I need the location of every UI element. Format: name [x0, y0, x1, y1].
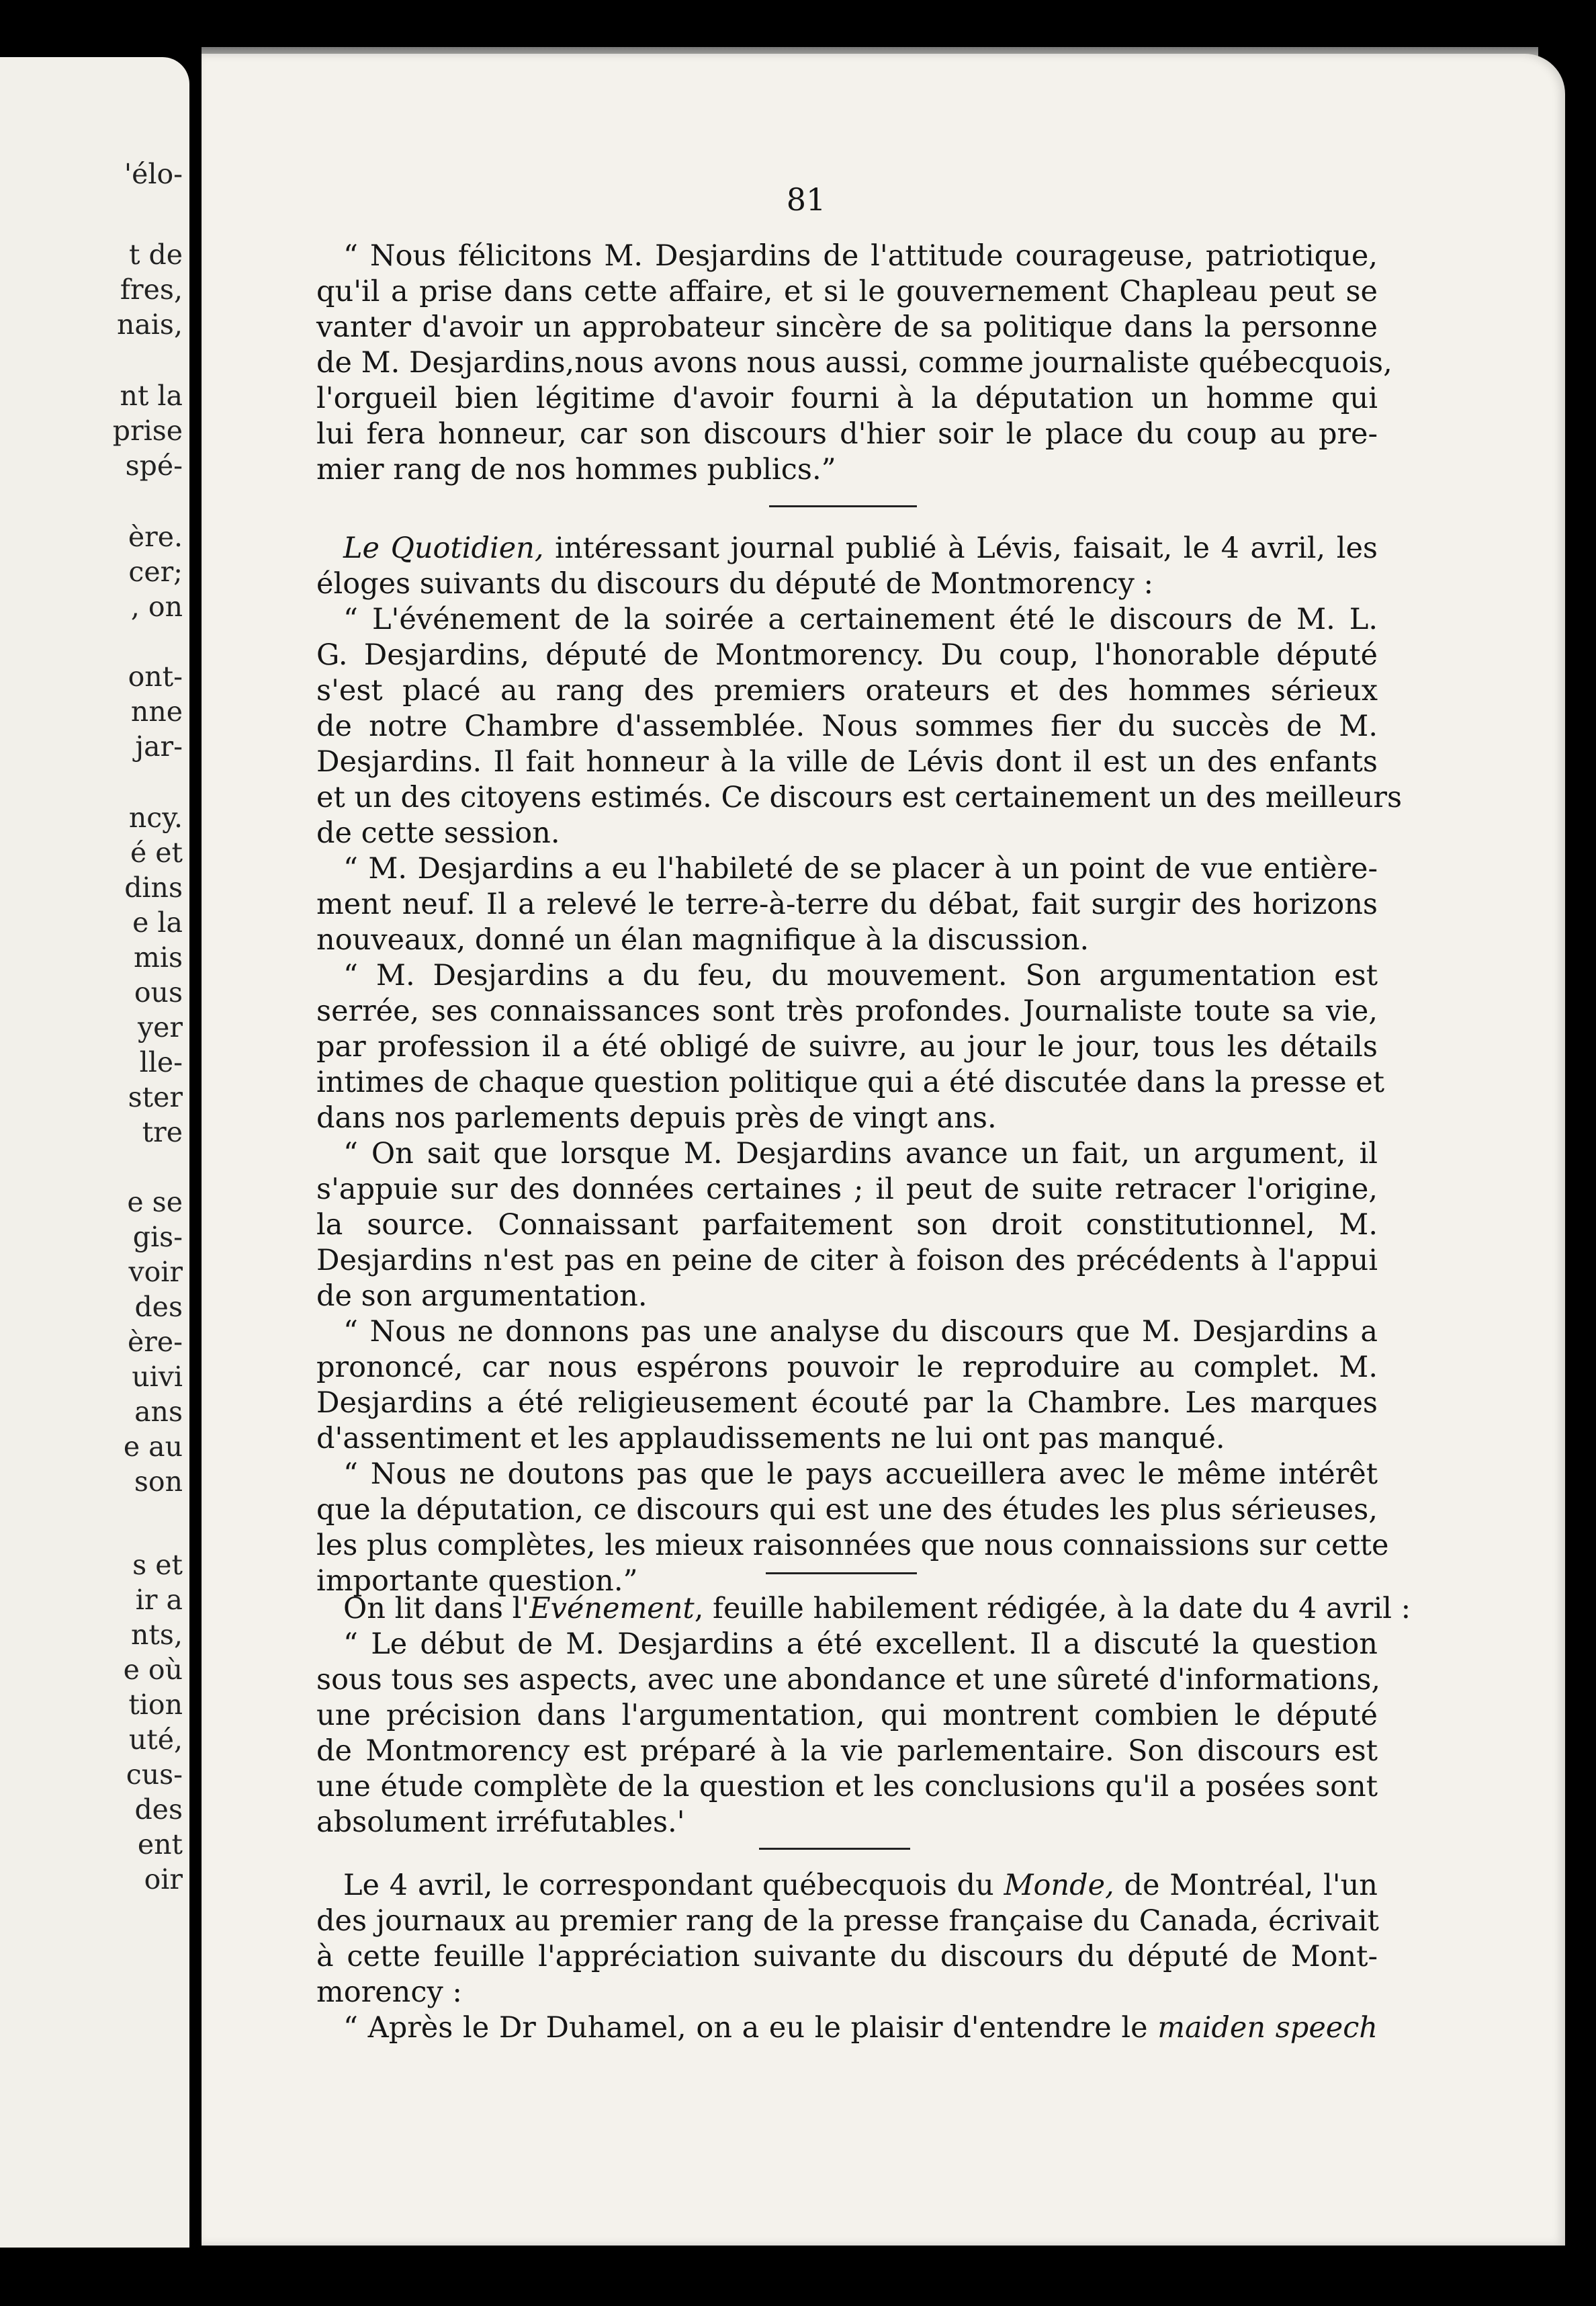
separator-rule-1 [769, 505, 917, 507]
left-page-text-fragment: nts, [131, 1619, 183, 1651]
block2-intro-text: intéressant journal publié à Lévis, faisait, le 4 avril, les [543, 531, 1378, 565]
maiden-speech-phrase: maiden speech [1157, 2011, 1378, 2045]
left-page-text-fragment: e au [123, 1430, 183, 1463]
block2-line: G. Desjardins, député de Montmorency. Du coup, l'honorable député [316, 638, 1378, 672]
block2-line: “ M. Desjardins a eu l'habileté de se placer à un point de vue entière- [343, 852, 1378, 886]
left-page-text-fragment: yer [137, 1011, 183, 1043]
block4-intro-a: Le 4 avril, le correspondant québecquois du [343, 1869, 1004, 1902]
block4-last-a: “ Après le Dr Duhamel, on a eu le plaisir d'entendre le [343, 2011, 1158, 2045]
block2-line: dans nos parlements depuis près de vingt ans. [316, 1101, 997, 1135]
block2-line: serrée, ses connaissances sont très profondes. Journaliste toute sa vie, [316, 994, 1378, 1028]
left-page-text-fragment: nne [130, 695, 183, 728]
newspaper-name-evenement: Evénement [529, 1592, 695, 1625]
block2-intro-line [316, 531, 1378, 566]
block3-intro-a: On lit dans l' [343, 1592, 530, 1625]
left-page-text-fragment: ir a [135, 1584, 183, 1616]
left-page-text-fragment: , on [130, 591, 183, 623]
left-page-text-fragment: ont- [128, 660, 183, 693]
left-page-text-fragment: prise [112, 415, 183, 447]
separator-rule-3 [759, 1848, 910, 1850]
block1-line: qu'il a prise dans cette affaire, et si le gouvernement Chapleau peut se [316, 275, 1378, 308]
left-page-text-fragment: nt la [120, 380, 183, 412]
left-page-text-fragment: jar- [135, 730, 183, 763]
left-page-text-fragment: uivi [132, 1361, 183, 1393]
block3-line: de Montmorency est préparé à la vie parlementaire. Son discours est [316, 1734, 1378, 1768]
quote-block-2 [316, 531, 1403, 1599]
left-page-text-fragment: ous [134, 976, 183, 1009]
left-page-text-fragment: ans [134, 1396, 183, 1428]
left-page-text-fragment: nais, [116, 308, 183, 341]
block2-line: s'appuie sur des données certaines ; il peut de suite retracer l'origine, [316, 1172, 1378, 1206]
block2-line: de notre Chambre d'assemblée. Nous sommes fier du succès de M. [316, 710, 1378, 743]
left-page-text-fragment: uté, [128, 1723, 183, 1756]
block2-line: que la députation, ce discours qui est une des études les plus sérieuses, [316, 1493, 1378, 1527]
block1-line: de M. Desjardins,nous avons nous aussi, comme journaliste québecquois, [316, 346, 1392, 380]
left-page-fragment [0, 57, 189, 2248]
newspaper-name-monde: Monde, [1004, 1869, 1114, 1902]
left-page-text-fragment: fres, [120, 273, 183, 306]
left-page-text-fragment: s et [132, 1549, 183, 1581]
left-page-text-fragment: é et [130, 837, 183, 869]
left-page-text-fragment: son [134, 1465, 183, 1498]
left-page-text-fragment: dins [124, 871, 183, 904]
left-page-text-fragment: ère- [128, 1326, 183, 1358]
block1-line: lui fera honneur, car son discours d'hier soir le place du coup au pre- [316, 417, 1378, 451]
block2-line: Desjardins n'est pas en peine de citer à foison des précédents à l'appui [316, 1244, 1378, 1277]
block2-line: “ M. Desjardins a du feu, du mouvement. Son argumentation est [343, 959, 1378, 992]
newspaper-name-quotidien: Le Quotidien, [343, 531, 544, 565]
left-page-text-fragment: t de [128, 239, 183, 271]
left-page-text-fragment: tion [128, 1689, 183, 1721]
left-page-text-fragment: ère. [128, 521, 183, 553]
page-number: 81 [786, 181, 826, 218]
quote-block-4 [316, 1868, 1378, 2046]
block2-line: Desjardins a été religieusement écouté par la Chambre. Les marques [316, 1386, 1378, 1420]
block3-line: une précision dans l'argumentation, qui montrent combien le député [316, 1699, 1378, 1732]
block2-line: la source. Connaissant parfaitement son droit constitutionnel, M. [316, 1208, 1378, 1242]
block4-last-line [316, 2010, 1378, 2046]
block2-line: les plus complètes, les mieux raisonnées que nous connaissions sur cette [316, 1529, 1389, 1562]
block2-line: “ Nous ne doutons pas que le pays accueillera avec le même intérêt [343, 1457, 1378, 1491]
block2-line: éloges suivants du discours du député de Montmorency : [316, 567, 1154, 601]
block3-intro-b: , feuille habilement rédigée, à la date du 4 avril : [694, 1592, 1411, 1625]
block2-line: ment neuf. Il a relevé le terre-à-terre du débat, fait surgir des horizons [316, 888, 1378, 921]
block2-line: intimes de chaque question politique qui a été discutée dans la presse et [316, 1066, 1385, 1099]
block2-line: prononcé, car nous espérons pouvoir le reproduire au complet. M. [316, 1351, 1378, 1384]
block4-line: à cette feuille l'appréciation suivante du discours du député de Mont- [316, 1940, 1378, 1973]
block3-intro-line [316, 1591, 1411, 1627]
left-page-text-fragment: spé- [125, 450, 183, 482]
separator-rule-2 [766, 1572, 917, 1574]
left-page-text-fragment: e la [132, 906, 183, 939]
block2-line: “ Nous ne donnons pas une analyse du discours que M. Desjardins a [343, 1315, 1378, 1349]
left-page-text-fragment: des [134, 1291, 183, 1323]
block3-line: sous tous ses aspects, avec une abondance et une sûreté d'informations, [316, 1663, 1381, 1697]
quote-block-3 [316, 1591, 1411, 1840]
left-page-text-fragment: tre [142, 1116, 183, 1148]
left-page-text-fragment: lle- [139, 1046, 183, 1078]
block2-line: d'assentiment et les applaudissements ne lui ont pas manqué. [316, 1422, 1225, 1455]
block4-line: des journaux au premier rang de la presse française du Canada, écrivait [316, 1904, 1379, 1938]
block2-line: importante question.” [316, 1564, 638, 1598]
left-page-text-fragment: des [134, 1793, 183, 1826]
quote-block-1 [316, 239, 1392, 488]
left-page-text-fragment: e où [123, 1654, 183, 1686]
left-page-text-fragment: cer; [128, 556, 183, 588]
block4-intro-b: de Montréal, l'un [1114, 1869, 1378, 1902]
block1-line: l'orgueil bien légitime d'avoir fourni à la députation un homme qui [316, 382, 1378, 415]
block2-line: et un des citoyens estimés. Ce discours est certainement un des meilleurs [316, 781, 1403, 814]
block2-line: de cette session. [316, 816, 560, 850]
block2-line: “ L'événement de la soirée a certainement été le discours de M. L. [343, 603, 1378, 636]
block3-line: une étude complète de la question et les conclusions qu'il a posées sont [316, 1770, 1378, 1803]
left-page-text-fragment: gis- [132, 1221, 183, 1253]
block2-line: s'est placé au rang des premiers orateurs et des hommes sérieux [316, 674, 1378, 708]
left-page-text-fragment: e se [127, 1186, 183, 1218]
block3-line: “ Le début de M. Desjardins a été excellent. Il a discuté la question [343, 1627, 1378, 1661]
block1-line: vanter d'avoir un approbateur sincère de sa politique dans la personne [316, 310, 1378, 344]
left-page-text-fragment: ent [137, 1828, 183, 1861]
block2-line: de son argumentation. [316, 1279, 648, 1313]
left-page-text-fragment: ncy. [128, 802, 183, 834]
block2-line: par profession il a été obligé de suivre, au jour le jour, tous les détails [316, 1030, 1378, 1064]
left-page-text-fragment: mis [133, 941, 183, 974]
left-page-text-fragment: voir [128, 1256, 183, 1288]
left-page-text-fragment: ster [128, 1081, 183, 1113]
block3-line: absolument irréfutables.' [316, 1805, 685, 1839]
block2-line: nouveaux, donné un élan magnifique à la discussion. [316, 923, 1090, 957]
left-page-text-fragment: 'élo- [124, 158, 183, 190]
block4-line: morency : [316, 1975, 462, 2009]
block2-line: Desjardins. Il fait honneur à la ville de Lévis dont il est un des enfants [316, 745, 1378, 779]
left-page-text-fragment: cus- [126, 1758, 183, 1791]
block2-line: “ On sait que lorsque M. Desjardins avance un fait, un argument, il [343, 1137, 1378, 1170]
block1-line: “ Nous félicitons M. Desjardins de l'attitude courageuse, patriotique, [343, 239, 1378, 273]
block1-line: mier rang de nos hommes publics.” [316, 453, 836, 486]
block4-intro-line [316, 1868, 1378, 1904]
left-page-text-fragment: oir [144, 1863, 183, 1895]
